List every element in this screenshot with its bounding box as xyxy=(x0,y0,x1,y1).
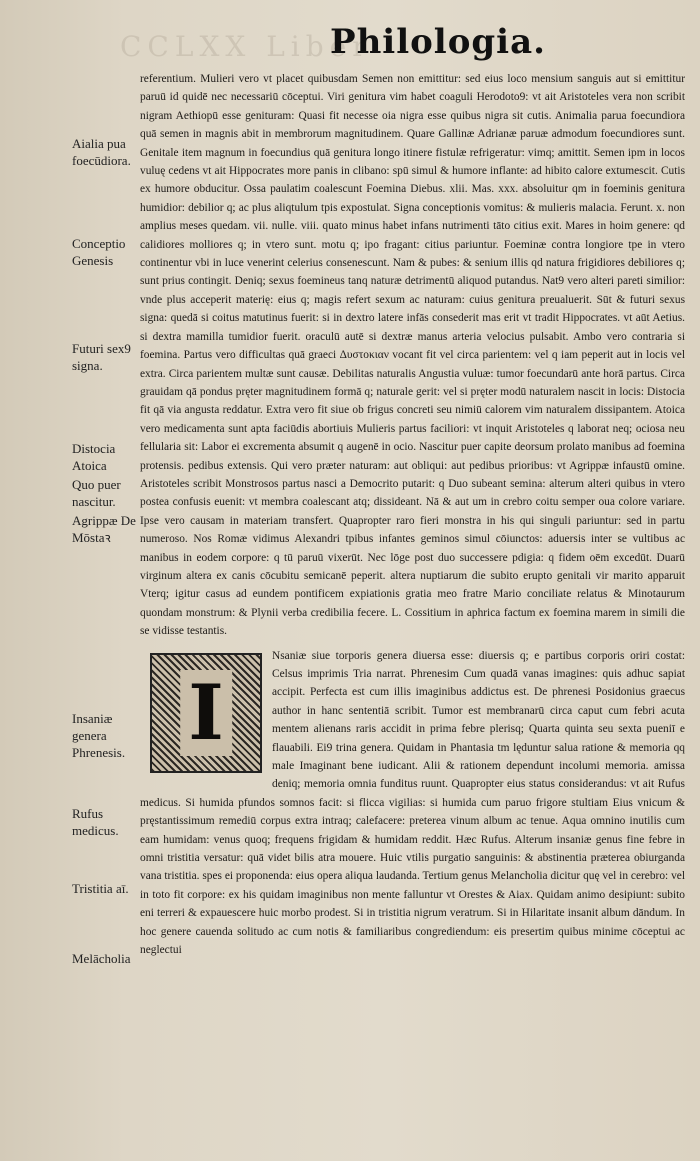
show-through-text: CCLXX Liber xyxy=(120,30,372,63)
margin-note-2: Conceptio Genesis xyxy=(72,236,126,268)
decorated-initial xyxy=(150,653,262,773)
margin-note-9: Tristitia aī. xyxy=(72,881,129,896)
margin-note-5: Quo puer nascitur. xyxy=(72,477,121,509)
paragraph-insanity-text: Nsaniæ siue torporis genera diuersa esse: diuersis q; e partibus corporis oriri costat: Celsus imprimis Tria narrat. Phrenesim Cum quadā vanas imagines: quis adhuc sapiat accipit. Perfecta est cum illis imaginibus addictus est. De phrenesi Posidonius graecus author in hanc sententiā scribit. Tumor est membranarū circa caput cum febri acuta mentem alienans raris accidit in prima febre plerisq; Quarta quinta seu sexta pueniī e flauabili. Ei9 trina genera. Quidam in Phantasia tm lęduntur salua ratione & memoria qq male Imaginant bene iudicant. Alii & rationem dependunt incolumi memoria. amissa deniq; memoria omnia funditus ruunt. Quapropter eius status considerandus: vt ait Rufus medicus. Si humida pfundos somnos facit: si flicca vigilias: si humida cum paruo frigore stultiam Eius vnicum & pręstantissimum remediū corpus extra intraq; calefacere: preterea vinum album ac tenue. Aqua omnino inutilis cum eam humidam: venus quoq; frequens frigidam & humidam reddit. Hæc Rufus. Alterum insaniæ genus fine febre in omni tristitia versatur: quā videt bilis atra mouere. Huic vtilis purgatio sanguinis: & abstinentia præterea obiurganda vana tristitia. spes ei proponenda: eius opera aliqua laudanda. Tertium genus Melancholia dicitur quę vel in cerebro: vel in toto fit corpore: ex his quidam imaginibus non mente falluntur vt Orestes & Aiax. Quidam animo desipiunt: subito eni terreri & expauescere huic morbo prodest. Si in tristitia nigrum veratrum. Si in Hilaritate insanit album dāndum. In hoc genere cauenda solitudo ac cum notis & familiaribus congrediendum: eis presertim quibus minime cōceptui ac neglectui xyxy=(140,649,685,957)
margin-note-7: Insaniæ genera Phrenesis. xyxy=(72,711,126,760)
paragraph-generation: referentium. Mulieri vero vt placet quibusdam Semen non emittitur: sed eius loco mensium sanguis aut si emittitur paruū id quidē nec necessariū cōceptui. Viri genitura vim habet coaguli Herodoto9: vt ait Aristoteles vera non scribit nigram Aethiopū esse genituram: Quasi fit necesse oia nigra esse quibus nigra sit cutis. Animalia parua foecundiora quā semen in magnis abit in membrorum magnitudinem. Quare Gallinæ Adrianæ paruæ admodum foecundiores sunt. Genitale item magnum in foecundius quā genitura longo itinere fistulæ refrigeratur: vimq; amittit. Semen ipm in locos vuluę cedens vt ait Hippocrates more panis in clibano: spū simul & humore inflante: ad hibito calore extumescit. Cutis ex humore obducitur. Ossa paulatim coalescunt Foemina Diebus. xlii. Mas. xxx. absoluitur qm in foeminis genitura humidior: debilior q; ac plus aliqtulum tpis expostulat. Signa conceptionis vomitus: & mulieris malacia. Ferunt. x. non amplius meses quedam. vii. nulle. viii. quato minus habet infans nutrimenti tāto citius exit. Mares in hoim genere: qd calidiores molliores q; in vtero sunt. motu q; ipo fragant: citius pariuntur. Foeminæ contra longiore tpe in vtero continentur vbi in luce venerint celerius consenescunt. Nam & pubes: & senium illis qd natura frigidiores debiliores q; sunt prius contingit. Deniq; sexus foemineus tanq naturæ detrimentū aliquod putandus. Nat9 vero alteri pareti similior: vnde plus acceperit materię: eius q; magis refert sexum ac naturam: cuius genitura preualuerit. Sūt & futuri sexus signa: quedā si coitus matutinus fuerit: si in dextro latere infās consederit mas erit vt tradit Hippocrates. vt aūt Aetius. si dextra mamilla tumidior fuerit. oraculū autē si dextræ manus arteria velocius pulsabit. Ambo vero contraria si foemina. Partus vero difficultas quā graeci Δυστοκιαν vocant fit vel circa parientem: vel q iam peperit aut in locis vel extra. Circa parientem multæ sunt causæ. Debilitas naturalis Angustia vuluæ: tumor foecundarū ante horā partus. Circa grauidam qā pondus pręter magnitudinem formā q; naturale gerit: vel si pręter modū naturalem nascit in locis: Distocia fit qā via angusta reddatur. Extra vero fit siue ob frigus concreti seu nimiū calorem vim naturalem dissipantem. Atoica vero medicamenta sunt apta faciūdis abortiuis Mulieris partus faciliori: vt inquit Aristoteles q laborat neq; ociosa neu fellularia sit: Labor ei excrementa absumit q augenē in ocio. Nascitur puer capite deorsum prolato manibus ad foemina protensis. pedibus extensis. Qui vero præter naturam: aut obliqui: aut pedibus prioribus: vt Agrippæ infaustū omine. Aristoteles scribit Monstrosos partus nasci a Democrito putarit: q Duo subeant semina: alterum alteri quibus in vtero postea confusis euenit: vt membra coalescant atq; dissideant. Nā & aut um in crebro coitu semper oua colore variare. Ipse vero causam in materiam transfert. Quapropter raro fieri monstra in his qui singuli pariuntur: sed in partu numeroso. Nos Romæ vidimus Alexandri tpibus infantes geminos simul cōiunctos: aduersis inter se vultibus ac manibus in eodem corpore: q tū paruū vixerūt. Nec lōge post duo successere pdigia: q fidem oēm excedūt. Duarū virginum altera ex canis cōcubitu semicanē peperit. altera nuptiarum die subito erupto genitali vir marito apparuit Vterq; igitur casus ad eundem pontificem expiationis gratia meo fratre Mario conciliate relatus & Minotaurum quondam monstrum: & Plynii verba credibilia fecere. L. Cossitium in aphrica factum ex foemina marem in simili die se vidisse testantis. xyxy=(140,73,685,638)
running-header: Philologia. xyxy=(330,22,546,62)
margin-note-4: Distocia Atoica xyxy=(72,441,116,473)
margin-note-6: Agrippæ De Mōstaꝛ xyxy=(72,513,136,545)
main-text xyxy=(140,70,685,960)
margin-note-8: Rufus medicus. xyxy=(72,806,119,838)
margin-note-1: Aialia pua foecūdiora. xyxy=(72,136,131,168)
margin-note-3: Futuri sex9 signa. xyxy=(72,341,131,373)
paragraph-insanity xyxy=(140,647,685,960)
initial-letter: I xyxy=(180,670,232,756)
margin-note-10: Melācholia xyxy=(72,951,131,966)
